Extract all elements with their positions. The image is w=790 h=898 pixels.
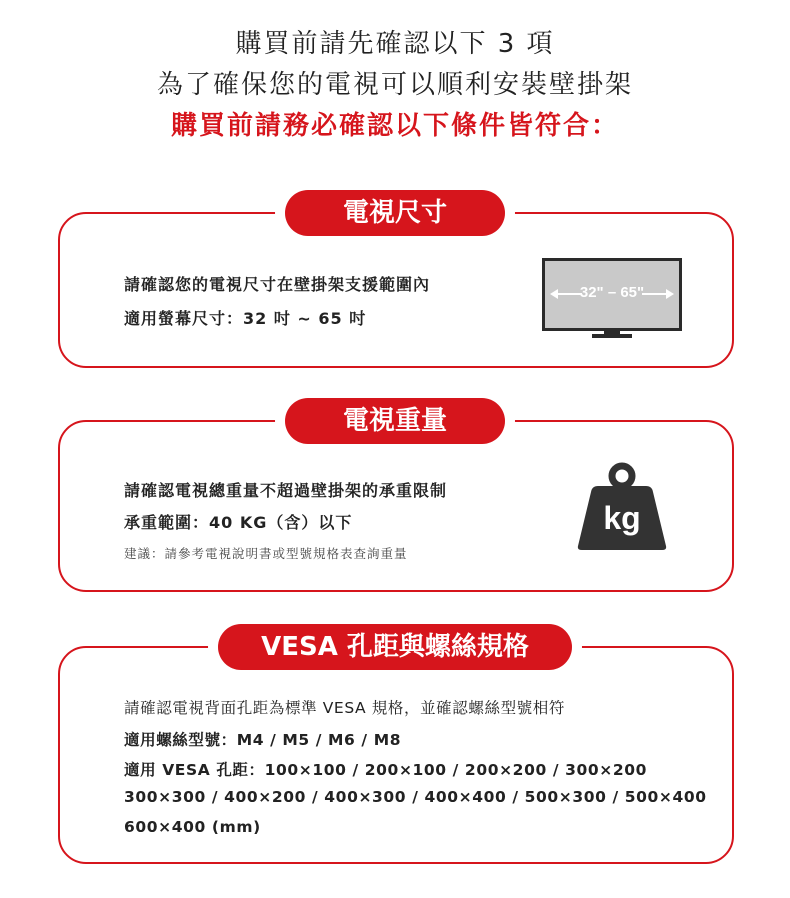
vesa-line-2: 適用螺絲型號：M4 / M5 / M6 / M8 — [124, 731, 402, 749]
weight-icon — [576, 462, 668, 552]
tv-weight-title: 電視重量 — [285, 398, 505, 444]
vesa-line-4: 300×300 / 400×200 / 400×300 / 400×400 / 500×300 / 500×400 — [124, 788, 707, 806]
tv-size-title: 電視尺寸 — [285, 190, 505, 236]
tv-size-label: 32" – 65" — [579, 284, 645, 301]
weight-note: 建議：請參考電視說明書或型號規格表查詢重量 — [124, 546, 408, 561]
vesa-line-1: 請確認電視背面孔距為標準 VESA 規格，並確認螺絲型號相符 — [124, 699, 565, 717]
weight-line-1: 請確認電視總重量不超過壁掛架的承重限制 — [124, 481, 448, 500]
vesa-card — [58, 646, 734, 864]
tv-icon — [542, 258, 682, 340]
tv-weight-card — [58, 420, 734, 592]
weight-line-2: 承重範圍：40 KG（含）以下 — [124, 513, 353, 532]
header — [0, 24, 790, 147]
vesa-line-3: 適用 VESA 孔距：100×100 / 200×100 / 200×200 / 300×200 — [124, 761, 647, 779]
size-line-1: 請確認您的電視尺寸在壁掛架支援範圍內 — [124, 275, 431, 294]
vesa-line-5: 600×400 (mm) — [124, 818, 261, 836]
weight-label: kg — [603, 500, 641, 536]
size-line-2: 適用螢幕尺寸：32 吋 ~ 65 吋 — [124, 309, 367, 328]
vesa-title: VESA 孔距與螺絲規格 — [218, 624, 572, 670]
header-line-2: 為了確保您的電視可以順利安裝壁掛架 — [156, 70, 633, 100]
header-line-3: 購買前請務必確認以下條件皆符合： — [170, 111, 619, 141]
header-line-1: 購買前請先確認以下 3 項 — [235, 29, 555, 59]
